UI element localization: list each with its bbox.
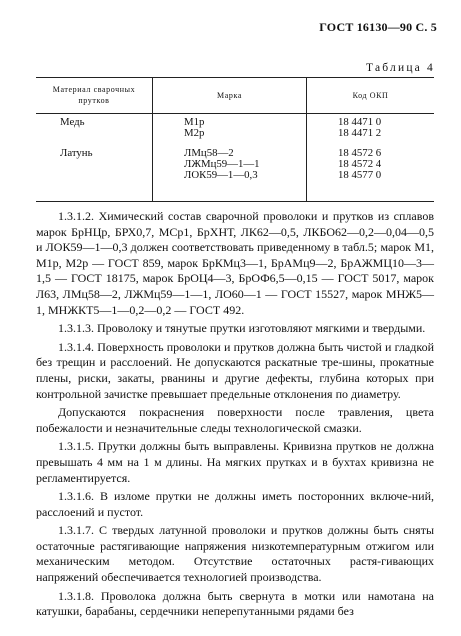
okp-code-cell [307,114,435,140]
material-cell: Латунь [36,148,153,202]
materials-table [36,77,434,202]
okp-code-value: 18 4577 0 [338,169,382,181]
paragraph-1-3-1-3: 1.3.1.3. Проволоку и тянутые прутки изготовляют мягкими и твердыми. [58,321,426,336]
page-header: ГОСТ 16130—90 С. 5 [319,20,437,34]
table-row [36,114,434,140]
okp-code-value: 18 4471 0 [338,116,382,128]
material-cell: Медь [60,116,85,128]
grade-cell [153,148,307,202]
grade-value: М2р [184,127,205,139]
paragraph-1-3-1-5: 1.3.1.5. Прутки должны быть выправлены. Кривизна прутков не должна превышать 4 мм на 1 м длины. На мягких прутках и в бухтах кривизна не регламентируется. [36,439,434,485]
okp-code-value: 18 4572 4 [338,158,382,170]
paragraph-1-3-1-8: 1.3.1.8. Проволока должна быть свернута в мотки или намотана на катушки, барабаны, сердечники неперепутанными рядами без [36,588,434,619]
grade-value: ЛОК59—1—0,3 [184,169,258,181]
okp-code-cell [307,148,435,202]
column-header-grade: Марка [153,78,307,114]
grade-value: М1р [184,116,205,128]
paragraph-1-3-1-7: 1.3.1.7. С твердых латунной проволоки и прутков должны быть сняты остаточные растягивающие напряжения низкотемпературным отжигом или механическим методом. Отсутствие остаточных растя-гивающих напряжений обеспечивается технологией производства. [36,523,434,585]
paragraph-1-3-1-2: 1.3.1.2. Химический состав сварочной проволоки и прутков из сплавов марок БрНЦр, БРХ0,7, МСр1, БрХНТ, ЛК62—0,5, ЛКБО62—0,2—0,04—0,5 и ЛОК59—1—0,3 должен соответствовать приведенному в табл.5; марок М1, М1р, М2р — ГОСТ 859, марок БрКМц3—1, БрАМц9—2, БрАЖМЦ10—3—1,5 — ГОСТ 18175, марок БрОЦ4—3, БрОФ6,5—0,15 — ГОСТ 5017, марок Л63, ЛМц58—2, ЛЖМц59—1—1, ЛО60—1 — ГОСТ 15527, марок МНЖ5—1, МНЖКТ5—1—0,2—0,2 — ГОСТ 492. [36,209,434,317]
grade-value: ЛМц58—2 [184,147,234,159]
table-header-row [36,78,434,114]
table-row [36,148,434,202]
grade-cell [153,114,307,140]
okp-code-value: 18 4471 2 [338,127,382,139]
column-header-material: Материал сварочных прутков [36,78,153,114]
okp-code-value: 18 4572 6 [338,147,382,159]
grade-value: ЛЖМц59—1—1 [184,158,260,170]
table-caption: Таблица 4 [366,62,435,74]
paragraph-tarnish-note: Допускаются покраснения поверхности после травления, цвета побежалости и незначительные следы технологической смазки. [36,405,434,435]
column-header-okp-code: Код ОКП [307,78,435,114]
body-text [36,209,434,620]
paragraph-1-3-1-4: 1.3.1.4. Поверхность проволоки и прутков должна быть чистой и гладкой без трещин и расслоений. Не допускаются раскатные тре-шины, прокатные плены, риски, закаты, рванины и другие дефекты, глубина которых при контрольной зачистке превышает предельные отклонения по диаметру. [36,339,434,401]
paragraph-1-3-1-6: 1.3.1.6. В изломе прутки не должны иметь посторонних включе-ний, расслоений и пустот. [36,489,434,519]
